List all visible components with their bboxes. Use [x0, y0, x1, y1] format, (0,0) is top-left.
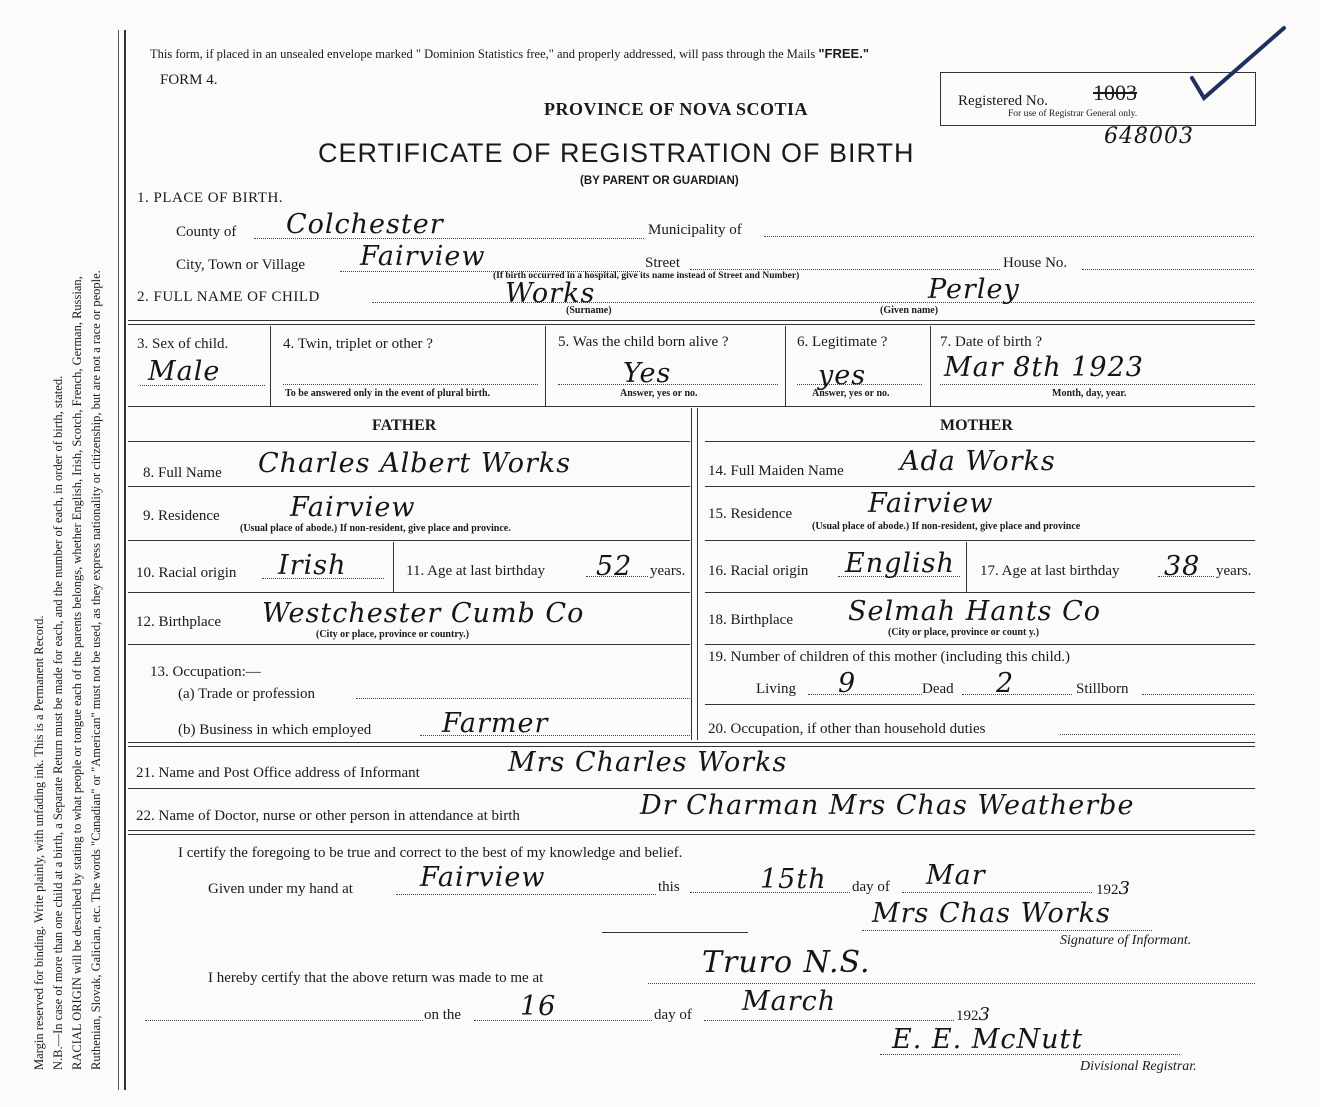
house-line: [1082, 269, 1254, 270]
registrar-signature: E. E. McNutt: [892, 1024, 1084, 1055]
doctor-value: Dr Charman Mrs Chas Weatherbe: [640, 790, 1135, 821]
child-surname-value: Works: [505, 278, 596, 309]
father-years-label: years.: [650, 563, 686, 579]
rule-3: [128, 742, 1255, 743]
on-the-lead-line: [145, 1020, 423, 1021]
child-given-value: Perley: [928, 274, 1020, 305]
city-value: Fairview: [360, 241, 486, 272]
day-value: 15th: [760, 864, 827, 895]
mother-name-value: Ada Works: [900, 446, 1056, 477]
registrar-month-value: March: [742, 986, 837, 1017]
checkmark-icon: [1188, 22, 1288, 102]
hospital-note: (If birth occurred in a hospital, give its name instead of Street and Number): [493, 271, 800, 281]
certificate-title: CERTIFICATE OF REGISTRATION OF BIRTH: [318, 138, 915, 168]
margin-line-1: Margin reserved for binding. Write plainly, with unfading ink. This is a Permanent Record.: [32, 615, 46, 1070]
mother-rule-2: [705, 540, 1255, 541]
mother-age-value: 38: [1164, 551, 1201, 582]
dead-value: 2: [996, 668, 1015, 699]
registrar-year-prefix: 192: [956, 1008, 979, 1024]
municipality-line: [764, 236, 1254, 237]
mother-rule-4: [705, 644, 1255, 645]
certify-statement: I certify the foregoing to be true and correct to the best of my knowledge and belief.: [178, 845, 683, 861]
father-age-divider: [393, 542, 394, 592]
father-name-value: Charles Albert Works: [258, 448, 572, 479]
form-number: FORM 4.: [160, 72, 218, 88]
margin-border-inner: [124, 30, 126, 1090]
father-residence-label: 9. Residence: [143, 508, 220, 524]
given-place-line: [396, 894, 656, 895]
street-line: [690, 269, 1000, 270]
margin-line-2: N.B.—In case of more than one child at a birth, a Separate Return must be made for each, and the number of each, in order of birth, stated.: [51, 375, 65, 1070]
mail-notice-text: This form, if placed in an unsealed envelope marked " Dominion Statistics free," and properly addressed, will pass through the Mails: [150, 47, 819, 61]
mail-notice-free: "FREE.": [818, 46, 869, 61]
registered-struck-number: 1003: [1093, 80, 1137, 105]
registrar-month-line: [704, 1020, 954, 1021]
county-value: Colchester: [286, 209, 444, 240]
registered-label: Registered No.: [958, 93, 1048, 109]
registrar-day-of-label: day of: [654, 1007, 692, 1023]
divider-4: [545, 326, 546, 406]
informant-signature: Mrs Chas Works: [872, 898, 1111, 929]
rule-2: [128, 406, 1255, 407]
rule-5: [128, 830, 1255, 831]
divider-6: [930, 326, 931, 406]
mother-racial-value: English: [845, 548, 955, 579]
divider-3: [270, 326, 271, 406]
mother-rule-1: [705, 486, 1255, 487]
this-label: this: [658, 879, 680, 895]
alive-label: 5. Was the child born alive ?: [558, 334, 729, 350]
dead-line: [962, 694, 1072, 695]
rule-5b: [128, 834, 1255, 835]
mother-rule-3: [705, 592, 1255, 593]
county-label: County of: [176, 224, 237, 240]
sex-label: 3. Sex of child.: [137, 336, 229, 352]
dead-label: Dead: [922, 681, 954, 697]
twin-note: To be answered only in the event of plural birth.: [285, 388, 491, 399]
stamp-line: [602, 932, 748, 933]
occupation-label: 13. Occupation:—: [150, 664, 261, 680]
doctor-label: 22. Name of Doctor, nurse or other person in attendance at birth: [136, 808, 520, 824]
father-heading-rule: [128, 441, 690, 442]
divider-5: [785, 326, 786, 406]
living-label: Living: [756, 681, 796, 697]
mother-heading-rule: [705, 441, 1255, 442]
father-residence-note: (Usual place of abode.) If non-resident, give place and province.: [240, 523, 511, 534]
father-name-label: 8. Full Name: [143, 465, 222, 481]
mother-birthplace-value: Selmah Hants Co: [848, 596, 1102, 627]
dob-line: [940, 384, 1255, 385]
registrar-day-value: 16: [520, 991, 557, 1022]
child-name-label: 2. FULL NAME OF CHILD: [137, 289, 320, 305]
registrar-place-line: [648, 983, 1255, 984]
business-label: (b) Business in which employed: [178, 722, 372, 738]
margin-border: [118, 30, 119, 1090]
day-of-label: day of: [852, 879, 890, 895]
father-birthplace-note: (City or place, province or country.): [316, 629, 470, 640]
trade-label: (a) Trade or profession: [178, 686, 316, 702]
father-age-value: 52: [596, 551, 633, 582]
legitimate-label: 6. Legitimate ?: [797, 334, 888, 350]
business-value: Farmer: [442, 708, 549, 739]
mother-age-divider: [966, 542, 967, 592]
margin-instructions: [30, 30, 106, 1070]
legitimate-value: yes: [818, 360, 867, 391]
father-age-label: 11. Age at last birthday: [406, 563, 545, 579]
dob-note: Month, day, year.: [1052, 388, 1127, 399]
on-the-label: on the: [424, 1007, 462, 1023]
year-suffix: 3: [1118, 878, 1131, 899]
mother-age-label: 17. Age at last birthday: [980, 563, 1120, 579]
living-value: 9: [838, 668, 857, 699]
mother-years-label: years.: [1216, 563, 1252, 579]
father-racial-value: Irish: [278, 550, 347, 581]
year-label: [1096, 880, 1131, 898]
father-racial-label: 10. Racial origin: [136, 565, 237, 581]
house-number-label: House No.: [1003, 255, 1068, 271]
registrar-year-label: [956, 1006, 991, 1024]
signature-label: Signature of Informant.: [1060, 933, 1192, 948]
mother-rule-5: [705, 704, 1255, 705]
registrar-signature-label: Divisional Registrar.: [1080, 1059, 1197, 1074]
mother-residence-note: (Usual place of abode.) If non-resident, give place and province: [812, 521, 1081, 532]
living-line: [808, 694, 922, 695]
mother-occupation-line: [1060, 734, 1255, 735]
given-label: Given under my hand at: [208, 881, 353, 897]
mother-heading: MOTHER: [940, 417, 1013, 434]
mother-birthplace-label: 18. Birthplace: [708, 612, 793, 628]
mother-racial-label: 16. Racial origin: [708, 563, 809, 579]
municipality-label: Municipality of: [648, 222, 742, 238]
month-value: Mar: [926, 860, 986, 891]
father-rule-2: [128, 540, 690, 541]
parents-divider-a: [691, 408, 692, 740]
street-label: Street: [645, 255, 680, 271]
margin-line-4: Ruthenian, Slovak, Galician, etc. The words "Canadian" or "American" must not be used, as they express nationality or citizenship, but are not a race or people.: [89, 270, 103, 1070]
mother-residence-label: 15. Residence: [708, 506, 793, 522]
registrar-place-value: Truro N.S.: [702, 945, 871, 980]
father-heading: FATHER: [372, 417, 437, 434]
given-name-label: (Given name): [880, 305, 939, 316]
year-prefix: 192: [1096, 882, 1119, 898]
handwritten-number: 648003: [1104, 124, 1194, 149]
certificate-subtitle: (BY PARENT OR GUARDIAN): [580, 175, 739, 187]
month-line: [902, 892, 1092, 893]
province-heading: PROVINCE OF NOVA SCOTIA: [544, 99, 809, 119]
given-place-value: Fairview: [420, 862, 546, 893]
dob-label: 7. Date of birth ?: [940, 334, 1043, 350]
father-rule-4: [128, 644, 690, 645]
dob-value: Mar 8th 1923: [944, 352, 1144, 383]
mail-notice: [150, 47, 869, 61]
registrar-note: For use of Registrar General only.: [1008, 109, 1138, 119]
registrar-statement: I hereby certify that the above return was made to me at: [208, 970, 544, 986]
place-of-birth-label: 1. PLACE OF BIRTH.: [137, 190, 284, 206]
rule-4: [128, 788, 1255, 789]
father-rule-1: [128, 486, 690, 487]
registrar-signature-line: [880, 1054, 1180, 1055]
stillborn-label: Stillborn: [1076, 681, 1129, 697]
mother-occupation-label: 20. Occupation, if other than household duties: [708, 721, 986, 737]
mother-birthplace-note: (City or place, province or count y.): [888, 627, 1040, 638]
alive-value: Yes: [623, 358, 672, 389]
rule-1: [128, 320, 1255, 321]
registrar-year-suffix: 3: [978, 1004, 991, 1025]
legit-note: Answer, yes or no.: [812, 388, 890, 399]
twin-line: [283, 384, 538, 385]
stillborn-line: [1142, 694, 1254, 695]
father-birthplace-value: Westchester Cumb Co: [262, 598, 585, 629]
rule-1b: [128, 324, 1255, 325]
mother-residence-value: Fairview: [868, 488, 994, 519]
father-birthplace-label: 12. Birthplace: [136, 614, 221, 630]
margin-line-3: RACIAL ORIGIN will be described by stating to what people or tongue each of the parents belongs, whether English, Irish, Scotch, French, German, Russian,: [70, 276, 84, 1070]
father-residence-value: Fairview: [290, 492, 416, 523]
sex-value: Male: [148, 356, 221, 387]
registrar-day-line: [474, 1020, 652, 1021]
signature-line: [862, 930, 1152, 931]
alive-note: Answer, yes or no.: [620, 388, 698, 399]
city-label: City, Town or Village: [176, 257, 306, 273]
mother-name-label: 14. Full Maiden Name: [708, 463, 844, 479]
children-count-label: 19. Number of children of this mother (including this child.): [708, 649, 1071, 665]
surname-label: (Surname): [566, 305, 612, 316]
informant-label: 21. Name and Post Office address of Informant: [136, 765, 420, 781]
father-rule-3: [128, 592, 690, 593]
parents-divider-b: [697, 408, 698, 740]
twin-label: 4. Twin, triplet or other ?: [283, 336, 433, 352]
trade-line: [356, 698, 690, 699]
informant-value: Mrs Charles Works: [508, 747, 788, 778]
